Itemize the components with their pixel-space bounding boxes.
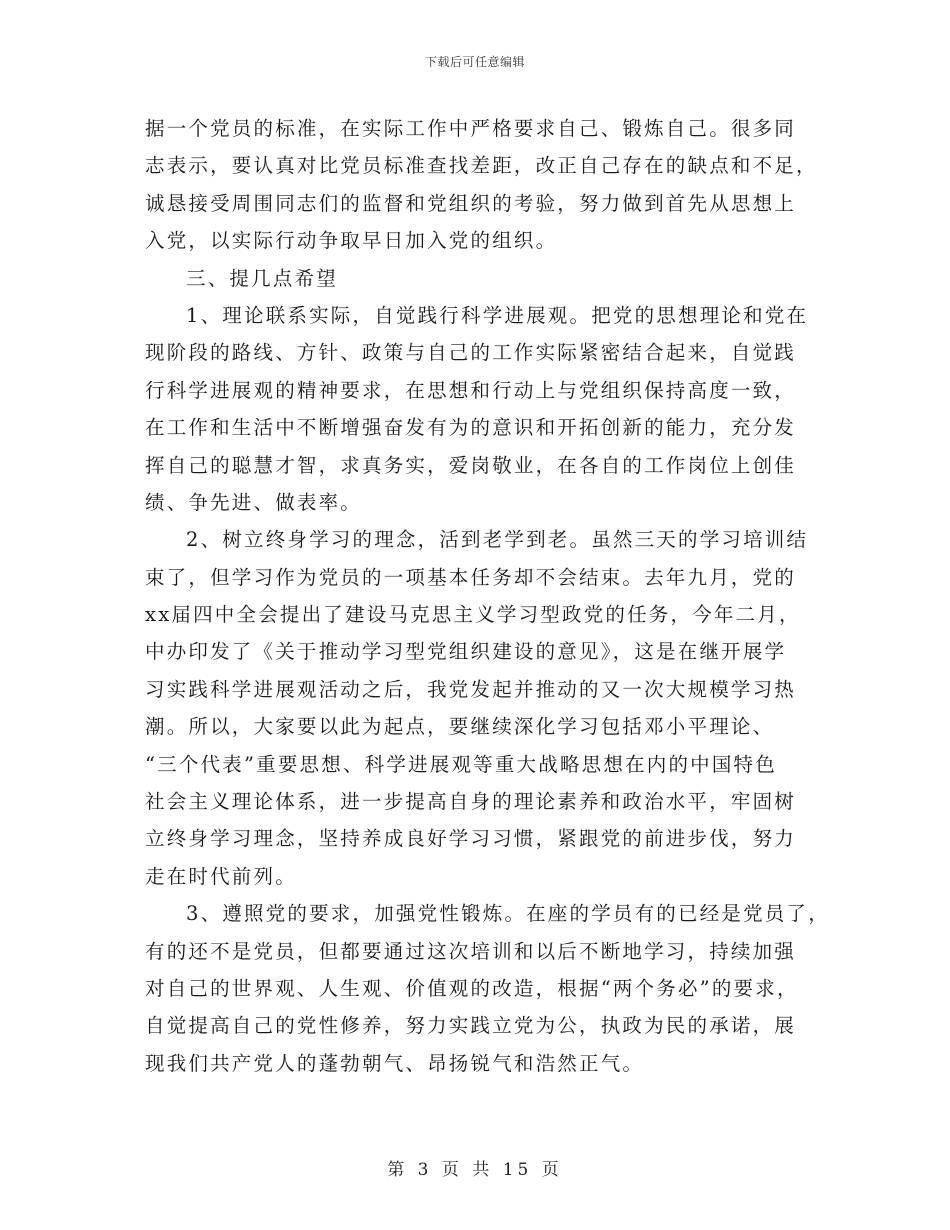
- text-line: 据一个党员的标准，在实际工作中严格要求自己、锻炼自己。很多同: [145, 117, 797, 140]
- text-line: xx届四中全会提出了建设马克思主义学习型政党的任务，今年二月，: [145, 603, 801, 627]
- text-line: 立终身学习理念，坚持养成良好学习习惯，紧跟党的前进步伐，努力: [145, 827, 797, 851]
- text-line: 习实践科学进展观活动之后，我党发起并推动的又一次大规模学习热: [145, 677, 797, 701]
- text-line: 行科学进展观的精神要求，在思想和行动上与党组织保持高度一致，: [145, 378, 797, 402]
- text-line: 束了，但学习作为党员的一项基本任务却不会结束。去年九月，党的: [145, 565, 797, 589]
- text-line: 三、提几点希望: [186, 266, 338, 290]
- text-line: 3、遵照党的要求，加强党性锻炼。在座的学员有的已经是党员了，: [186, 902, 830, 926]
- text-line: 对自己的世界观、人生观、价值观的改造，根据“两个务必”的要求，: [145, 976, 799, 1000]
- text-line: 入党，以实际行动争取早日加入党的组织。: [145, 229, 558, 253]
- text-line: 自觉提高自己的党性修养，努力实践立党为公，执政为民的承诺，展: [145, 1014, 797, 1038]
- text-line: 有的还不是党员，但都要通过这次培训和以后不断地学习，持续加强: [145, 939, 797, 963]
- text-line: 中办印发了《关于推动学习型党组织建设的意见》，这是在继开展学: [145, 640, 787, 664]
- text-line: 现我们共产党人的蓬勃朝气、昂扬锐气和浩然正气。: [145, 1051, 645, 1075]
- text-line: 在工作和生活中不断增强奋发有为的意识和开拓创新的能力，充分发: [145, 416, 797, 440]
- text-line: “三个代表”重要思想、科学进展观等重大战略思想在内的中国特色: [145, 752, 777, 776]
- text-line: 挥自己的聪慧才智，求真务实，爱岗敬业，在各自的工作岗位上创佳: [145, 453, 797, 477]
- text-line: 志表示，要认真对比党员标准查找差距，改正自己存在的缺点和不足，: [145, 154, 818, 178]
- document-body: [145, 110, 835, 1082]
- text-line: 现阶段的路线、方针、政策与自己的工作实际紧密结合起来，自觉践: [145, 341, 797, 365]
- page-header: 下载后可任意编辑: [424, 55, 525, 69]
- text-line: 诚恳接受周围同志们的监督和党组织的考验，努力做到首先从思想上: [145, 191, 797, 215]
- page-footer: 第 3 页 共 15 页: [387, 1160, 563, 1180]
- text-line: 社会主义理论体系，进一步提高自身的理论素养和政治水平，牢固树: [145, 790, 797, 814]
- text-line: 2、树立终身学习的理念，活到老学到老。虽然三天的学习培训结: [186, 528, 809, 552]
- text-line: 绩、争先进、做表率。: [145, 490, 363, 514]
- text-line: 1、理论联系实际，自觉践行科学进展观。把党的思想理论和党在: [186, 303, 809, 327]
- text-line: 走在时代前列。: [145, 864, 297, 888]
- text-line: 潮。所以，大家要以此为起点，要继续深化学习包括邓小平理论、: [145, 715, 775, 739]
